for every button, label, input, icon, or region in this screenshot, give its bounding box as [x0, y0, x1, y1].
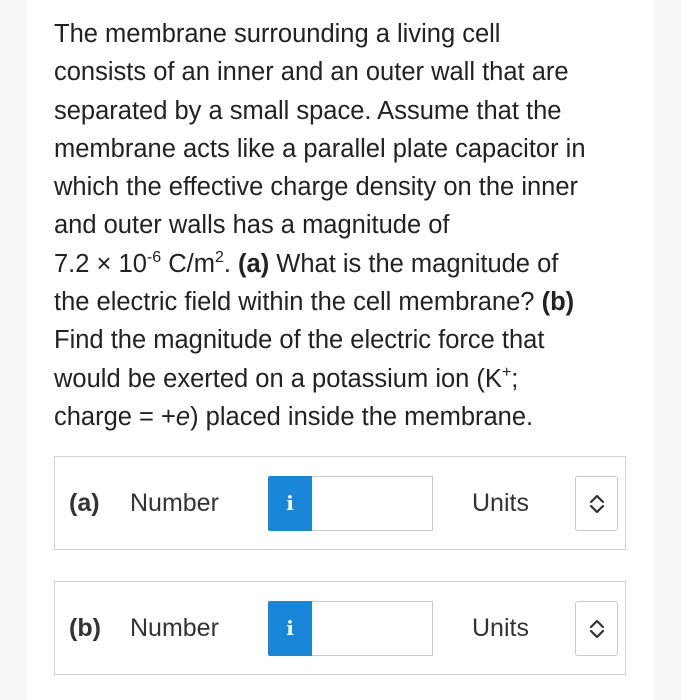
question-text-segment: .: [223, 249, 239, 278]
question-line: [54, 92, 634, 130]
question-card: [27, 0, 654, 700]
number-input-a[interactable]: [312, 476, 433, 531]
units-label: Units: [472, 489, 529, 517]
question-line: [54, 206, 634, 244]
charge-density-value: 7.2 × 10: [54, 249, 147, 278]
question-line: [54, 130, 634, 168]
units-select-b[interactable]: [575, 601, 618, 656]
units-label: Units: [472, 614, 529, 642]
number-label: Number: [130, 489, 219, 517]
part-b-marker: (b): [541, 288, 575, 317]
question-text-segment: and outer walls has a magnitude of: [54, 211, 450, 240]
question-line: [54, 168, 634, 206]
number-input-b[interactable]: [312, 601, 433, 656]
question-text: [54, 15, 634, 436]
units-select-a[interactable]: [575, 476, 618, 531]
question-text-segment: ;: [511, 364, 519, 393]
question-text-segment: membrane acts like a parallel plate capacitor in: [54, 134, 586, 163]
question-text-segment: separated by a small space. Assume that the: [54, 96, 562, 125]
question-line: [54, 360, 634, 398]
number-label: Number: [130, 614, 219, 642]
question-text-segment: What is the magnitude of: [269, 249, 559, 278]
question-text-segment: which the effective charge density on the inner: [54, 173, 579, 202]
question-text-segment: The membrane surrounding a living cell: [54, 20, 501, 48]
updown-chevron-icon: [588, 494, 606, 514]
answer-row-a: [54, 456, 626, 550]
question-line: [54, 283, 634, 321]
part-a-marker: (a): [238, 249, 270, 278]
question-line: [54, 398, 634, 436]
part-label: (a): [69, 489, 100, 517]
question-line: [54, 245, 634, 283]
question-text-segment: charge = +: [54, 402, 176, 431]
updown-chevron-icon: [588, 619, 606, 639]
info-icon[interactable]: i: [268, 476, 312, 531]
charge-density-unit: C/m: [161, 249, 215, 278]
charge-density-exponent: -6: [146, 248, 162, 266]
info-icon[interactable]: i: [268, 601, 312, 656]
question-line: [54, 15, 634, 53]
question-text-segment: would be exerted on a potassium ion (K: [54, 364, 502, 393]
question-line: [54, 53, 634, 91]
question-text-segment: consists of an inner and an outer wall that are: [54, 58, 569, 87]
elementary-charge-symbol: e: [175, 402, 191, 431]
ion-charge-superscript: +: [501, 363, 512, 381]
question-line: [54, 321, 634, 359]
question-text-segment: the electric field within the cell membrane?: [54, 288, 542, 317]
part-label: (b): [69, 614, 101, 642]
unit-exponent: 2: [214, 248, 224, 266]
question-text-segment: Find the magnitude of the electric force that: [54, 326, 545, 355]
question-text-segment: ) placed inside the membrane.: [190, 402, 534, 431]
answer-row-b: [54, 581, 626, 675]
